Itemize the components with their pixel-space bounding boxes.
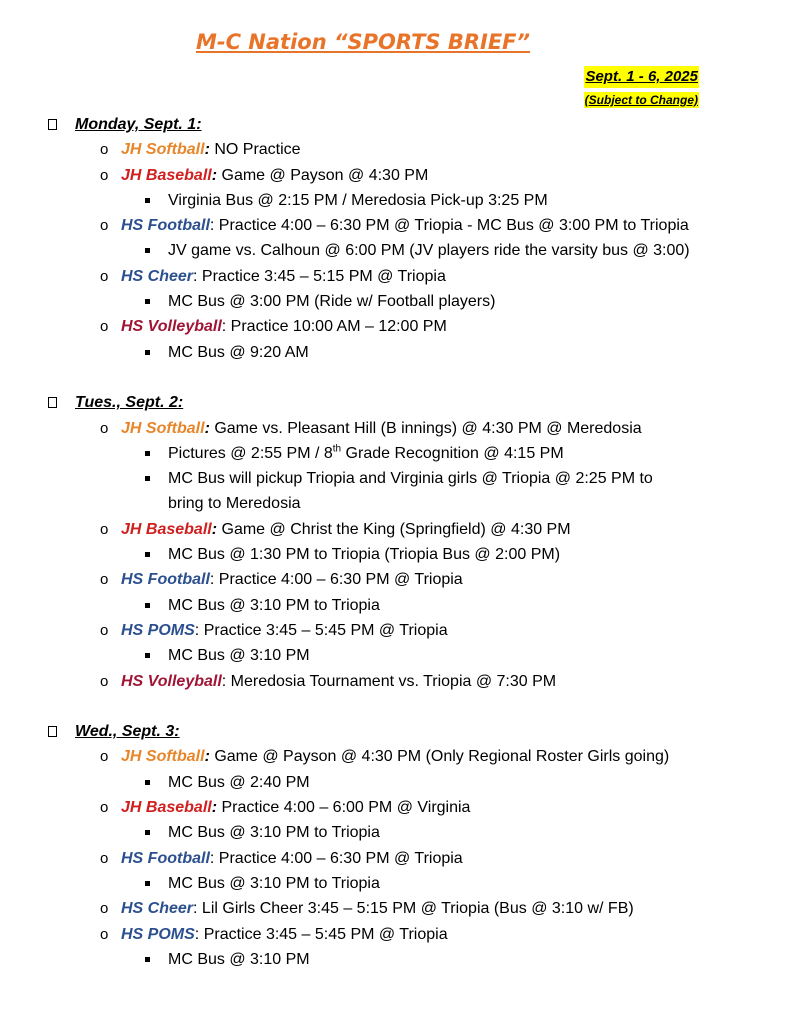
circle-bullet-icon: o [100, 925, 109, 943]
team-name: HS Cheer [121, 267, 194, 285]
sub-item-text-pre: Pictures @ 2:55 PM / 8 [168, 444, 333, 462]
team-name: HS Volleyball [121, 672, 222, 690]
circle-bullet-icon: o [100, 672, 109, 690]
team-name: HS Cheer [121, 900, 194, 918]
day-heading [0, 719, 791, 744]
sub-item [0, 441, 791, 466]
sub-item-text: MC Bus @ 3:10 PM [168, 647, 310, 665]
list-item [0, 744, 791, 769]
list-item [0, 163, 791, 188]
team-name: HS Football [121, 849, 210, 867]
day-heading [0, 112, 791, 137]
sub-item [0, 542, 791, 567]
team-separator: : [204, 419, 210, 437]
circle-bullet-icon: o [100, 318, 109, 336]
team-name: JH Softball [121, 748, 205, 766]
square-bullet-icon [145, 451, 150, 456]
team-name: HS POMS [121, 621, 195, 639]
sub-item-text: MC Bus @ 9:20 AM [168, 343, 309, 361]
square-bullet-icon [145, 957, 150, 962]
team-name: HS POMS [121, 925, 195, 943]
day-section [0, 112, 791, 365]
team-name: JH Baseball [121, 520, 212, 538]
item-text: Practice 3:45 – 5:15 PM @ Triopia [197, 267, 446, 285]
circle-bullet-icon: o [100, 166, 109, 184]
sub-item [0, 289, 791, 314]
day-label: Wed., Sept. 3: [75, 723, 180, 741]
day-checkbox-icon [48, 397, 57, 408]
team-name: JH Baseball [121, 799, 212, 817]
item-text: Practice 3:45 – 5:45 PM @ Triopia [199, 621, 448, 639]
square-bullet-icon [145, 350, 150, 355]
team-separator: : [194, 925, 200, 943]
sub-item-text: MC Bus @ 3:10 PM to Triopia [168, 824, 380, 842]
page-title: M-C Nation “SPORTS BRIEF” [195, 30, 531, 54]
sub-item-text: MC Bus @ 3:10 PM to Triopia [168, 596, 380, 614]
team-separator: : [193, 900, 198, 918]
subject-to-change-note: (Subject to Change) [584, 93, 698, 107]
item-text: Meredosia Tournament vs. Triopia @ 7:30 PM [226, 672, 557, 690]
item-text: Practice 4:00 – 6:30 PM @ Triopia [214, 849, 463, 867]
day-label: Tues., Sept. 2: [75, 394, 184, 412]
circle-bullet-icon: o [100, 799, 109, 817]
sub-item [0, 770, 791, 795]
list-item [0, 567, 791, 592]
sub-item [0, 643, 791, 668]
sub-item-text: JV game vs. Calhoun @ 6:00 PM (JV players ride the varsity bus @ 3:00) [168, 242, 690, 260]
list-item [0, 618, 791, 643]
sub-item [0, 871, 791, 896]
square-bullet-icon [145, 881, 150, 886]
item-text: Practice 4:00 – 6:30 PM @ Triopia [214, 571, 463, 589]
sub-item [0, 188, 791, 213]
day-checkbox-icon [48, 119, 57, 130]
item-text: Practice 4:00 – 6:00 PM @ Virginia [217, 799, 471, 817]
sub-item [0, 947, 791, 972]
square-bullet-icon [145, 198, 150, 203]
sub-item-text: MC Bus @ 2:40 PM [168, 773, 310, 791]
date-range: Sept. 1 - 6, 2025 [584, 66, 699, 88]
team-separator: : [221, 318, 227, 336]
list-item [0, 795, 791, 820]
team-name: HS Football [121, 217, 210, 235]
item-text: Game @ Payson @ 4:30 PM [217, 166, 429, 184]
circle-bullet-icon: o [100, 849, 109, 867]
item-text: Practice 4:00 – 6:30 PM @ Triopia - MC Bus @ 3:00 PM to Triopia [214, 217, 689, 235]
circle-bullet-icon: o [100, 571, 109, 589]
circle-bullet-icon: o [100, 900, 109, 918]
item-text: NO Practice [209, 141, 301, 159]
team-name: JH Softball [121, 141, 205, 159]
square-bullet-icon [145, 552, 150, 557]
list-item [0, 846, 791, 871]
list-item [0, 264, 791, 289]
sub-item-continuation [0, 491, 791, 516]
list-item [0, 416, 791, 441]
list-item [0, 137, 791, 162]
item-text: Game @ Payson @ 4:30 PM (Only Regional Roster Girls going) [209, 748, 670, 766]
square-bullet-icon [145, 248, 150, 253]
date-block [584, 66, 699, 109]
schedule [0, 112, 791, 997]
circle-bullet-icon: o [100, 748, 109, 766]
sub-item-text: MC Bus @ 3:00 PM (Ride w/ Football players) [168, 293, 496, 311]
list-item [0, 314, 791, 339]
ordinal-suffix: th [332, 443, 342, 455]
list-item [0, 213, 791, 238]
list-item [0, 896, 791, 921]
item-text: Practice 10:00 AM – 12:00 PM [226, 318, 447, 336]
sub-item-text: MC Bus @ 3:10 PM [168, 950, 310, 968]
team-separator: : [209, 571, 215, 589]
day-section [0, 719, 791, 972]
circle-bullet-icon: o [100, 621, 109, 639]
sub-item-text: MC Bus @ 3:10 PM to Triopia [168, 874, 380, 892]
square-bullet-icon [145, 830, 150, 835]
sub-item-text: bring to Meredosia [168, 495, 301, 513]
team-name: JH Softball [121, 419, 205, 437]
sub-item [0, 466, 791, 491]
sub-item-text: MC Bus @ 1:30 PM to Triopia (Triopia Bus @ 2:00 PM) [168, 546, 561, 564]
sub-item [0, 820, 791, 845]
team-separator: : [221, 672, 227, 690]
sub-item-text: MC Bus will pickup Triopia and Virginia girls @ Triopia @ 2:25 PM to [168, 470, 653, 488]
circle-bullet-icon: o [100, 419, 109, 437]
item-text: Game vs. Pleasant Hill (B innings) @ 4:30 PM @ Meredosia [209, 419, 642, 437]
team-separator: : [211, 799, 218, 817]
sub-item [0, 340, 791, 365]
square-bullet-icon [145, 603, 150, 608]
team-name: JH Baseball [121, 166, 212, 184]
list-item [0, 922, 791, 947]
circle-bullet-icon: o [100, 141, 109, 159]
item-text: Practice 3:45 – 5:45 PM @ Triopia [199, 925, 448, 943]
team-name: HS Football [121, 571, 210, 589]
team-separator: : [193, 267, 198, 285]
day-checkbox-icon [48, 726, 57, 737]
sub-item [0, 593, 791, 618]
team-separator: : [209, 849, 215, 867]
circle-bullet-icon: o [100, 217, 109, 235]
square-bullet-icon [145, 653, 150, 658]
sub-item-text-post: Grade Recognition @ 4:15 PM [341, 444, 564, 462]
square-bullet-icon [145, 299, 150, 304]
circle-bullet-icon: o [100, 520, 109, 538]
team-separator: : [194, 621, 200, 639]
day-label: Monday, Sept. 1: [75, 116, 202, 133]
team-separator: : [204, 141, 210, 159]
team-separator: : [211, 166, 218, 184]
team-name: HS Volleyball [121, 318, 222, 336]
item-text: Lil Girls Cheer 3:45 – 5:15 PM @ Triopia (Bus @ 3:10 w/ FB) [197, 900, 634, 918]
sub-item-text: Virginia Bus @ 2:15 PM / Meredosia Pick-up 3:25 PM [168, 191, 548, 209]
list-item [0, 669, 791, 694]
circle-bullet-icon: o [100, 267, 109, 285]
team-separator: : [209, 217, 215, 235]
team-separator: : [204, 748, 210, 766]
sub-item [0, 238, 791, 263]
team-separator: : [211, 520, 218, 538]
square-bullet-icon [145, 476, 150, 481]
item-text: Game @ Christ the King (Springfield) @ 4:30 PM [217, 520, 571, 538]
square-bullet-icon [145, 780, 150, 785]
day-section [0, 390, 791, 694]
day-heading [0, 390, 791, 415]
list-item [0, 517, 791, 542]
